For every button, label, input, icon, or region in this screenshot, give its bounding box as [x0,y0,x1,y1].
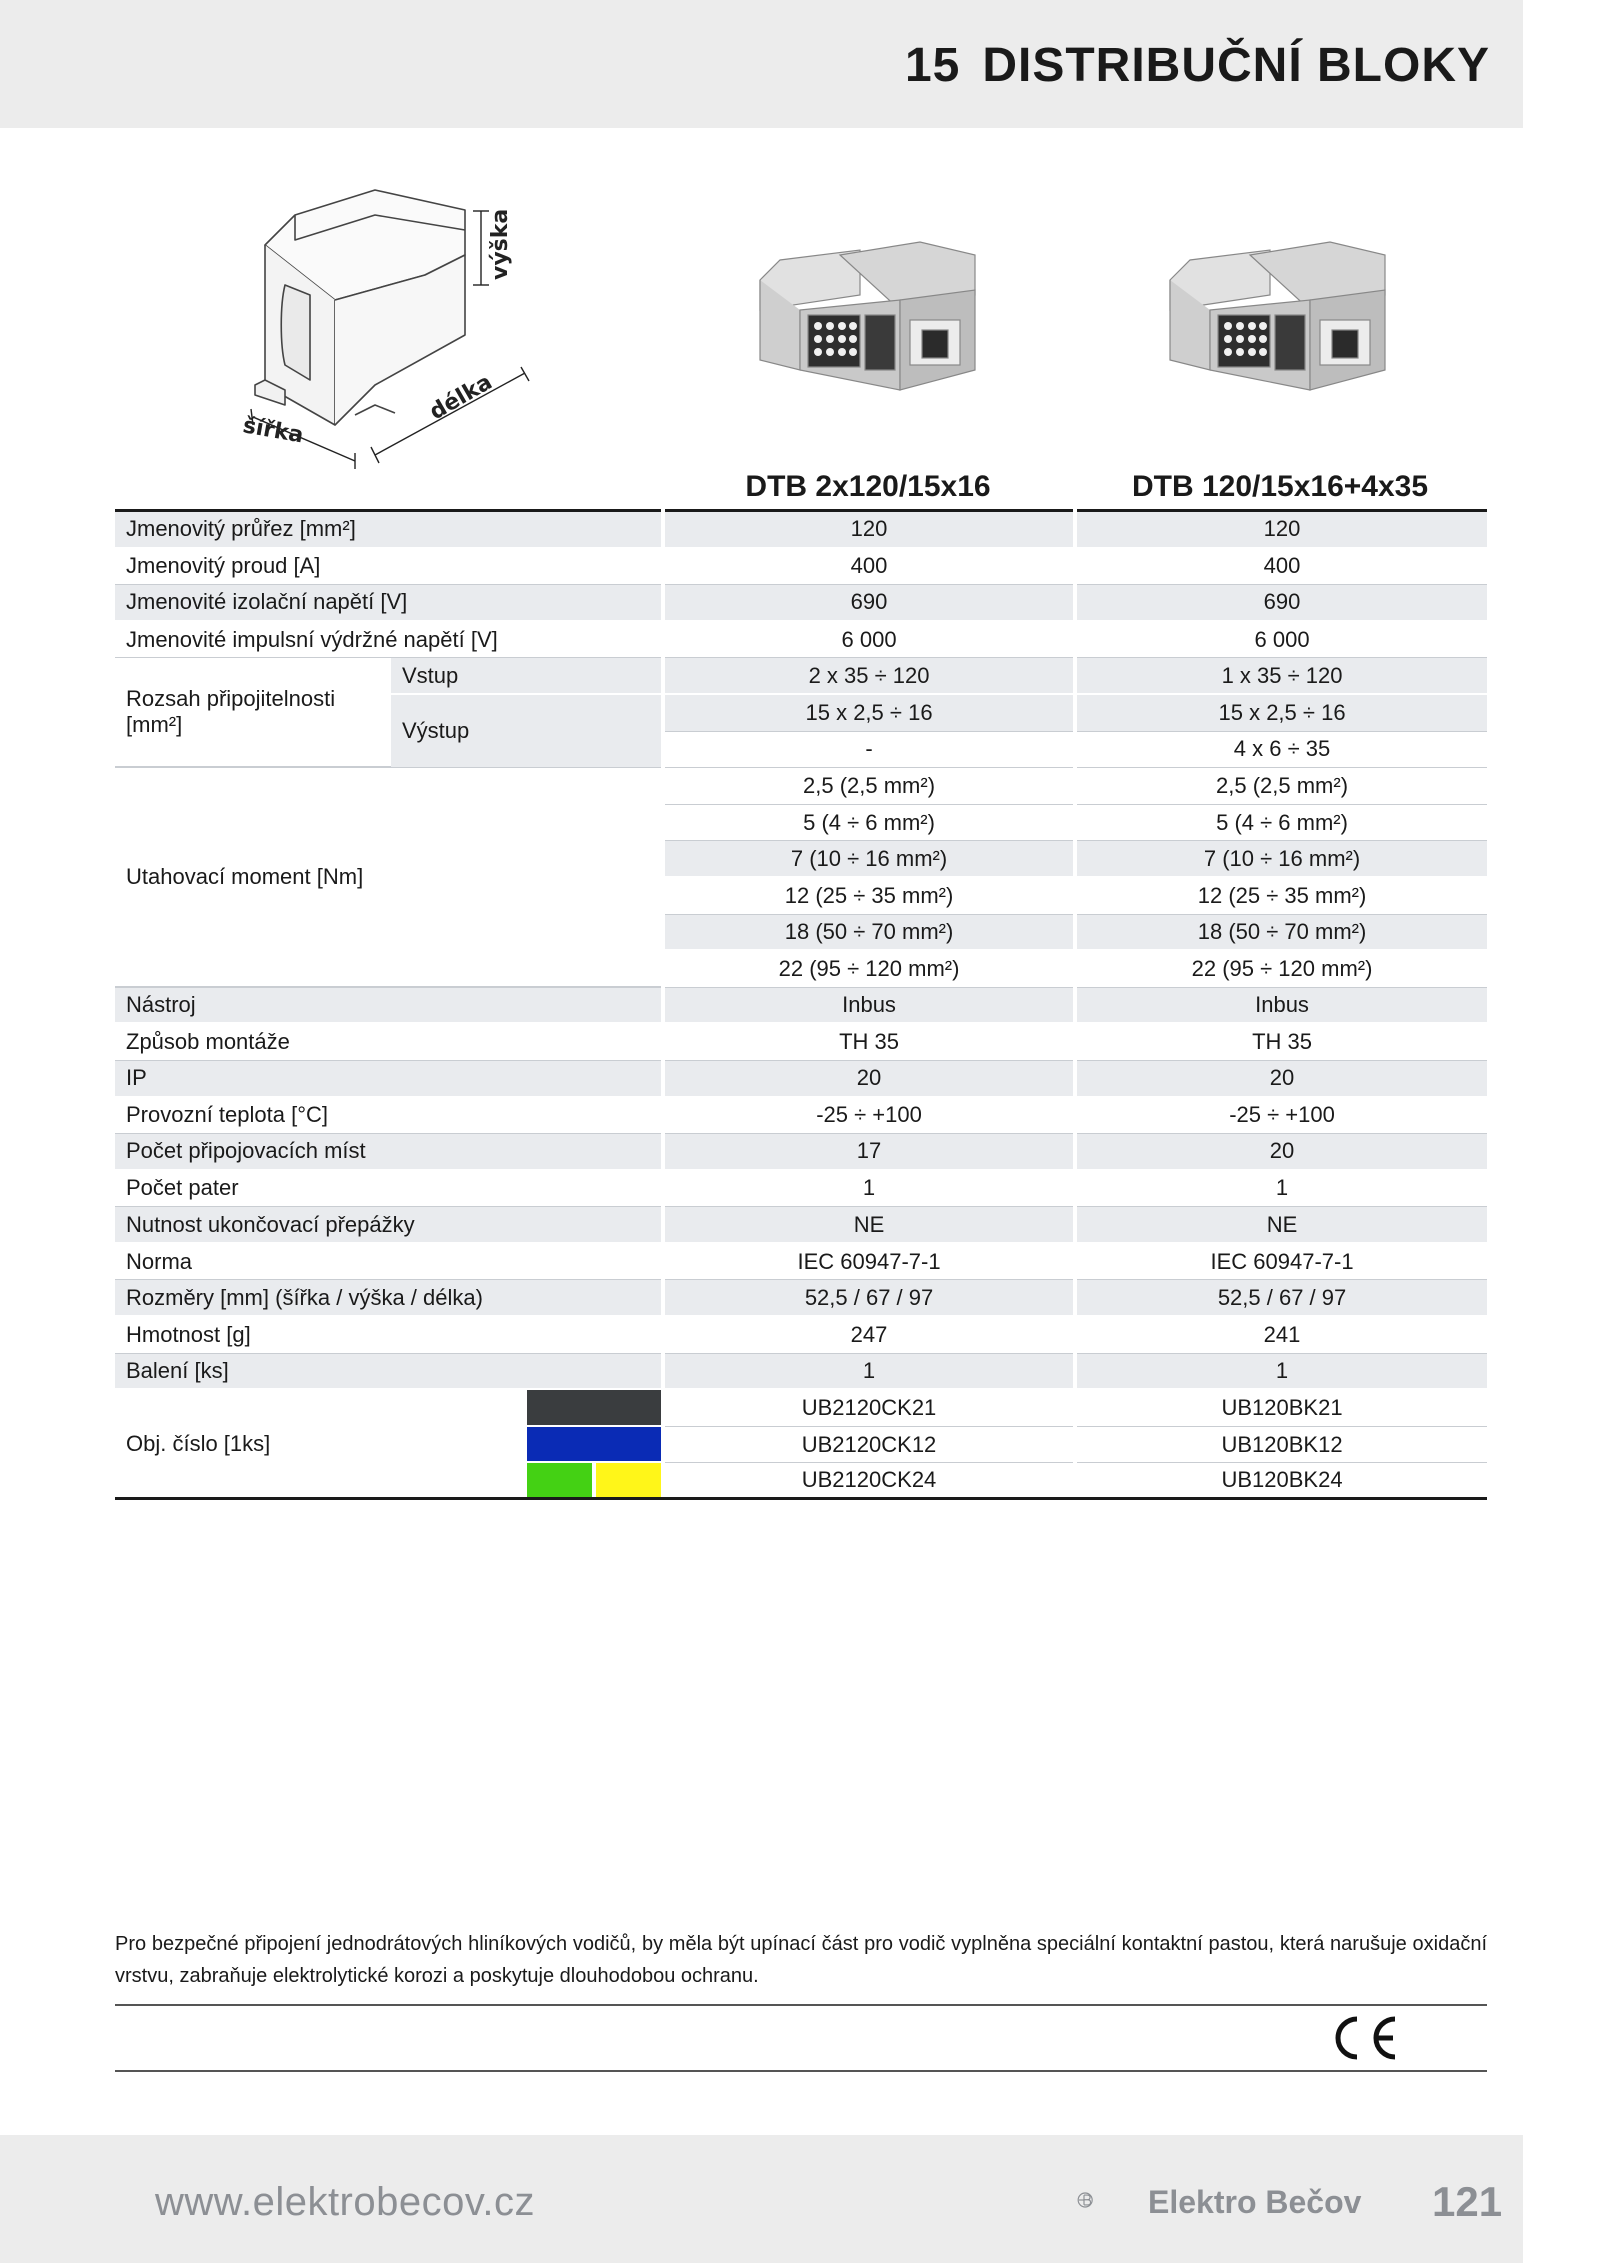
color-chip [527,1390,661,1425]
cell-value-1: Inbus [665,988,1073,1025]
color-swatch-blue [527,1427,661,1464]
brand-logo-icon [1077,2165,1147,2235]
sub-label-output: Výstup [391,695,661,768]
spec-table [115,512,1487,1500]
row-label: Hmotnost [g] [115,1317,661,1354]
cell-value-1: 6 000 [665,622,1073,659]
row-label: Jmenovitý průřez [mm²] [115,512,661,549]
cell-value-1: 15 x 2,5 ÷ 16 [665,695,1073,732]
row-label: Jmenovité izolační napětí [V] [115,585,661,622]
cell-value-1: 1 [665,1171,1073,1208]
cell-value-2: -25 ÷ +100 [1077,1098,1487,1135]
cell-value-2: UB120BK12 [1077,1427,1487,1464]
row-label: Obj. číslo [1ks] [115,1390,527,1500]
chapter-number: 15 [904,39,961,92]
cell-value-2: 4 x 6 ÷ 35 [1077,732,1487,769]
table-row [115,1244,1487,1281]
cell-value-2: 5 (4 ÷ 6 mm²) [1077,805,1487,842]
divider [115,2004,1487,2006]
cell-value-1: UB2120CK12 [665,1427,1073,1464]
cell-value-2: 52,5 / 67 / 97 [1077,1280,1487,1317]
cell-value-2: 400 [1077,549,1487,586]
cell-value-1: 17 [665,1134,1073,1171]
cell-value-1: IEC 60947-7-1 [665,1244,1073,1281]
length-label: délka [425,369,497,426]
cell-value-1: UB2120CK21 [665,1390,1073,1427]
cell-value-2: TH 35 [1077,1024,1487,1061]
row-label: Norma [115,1244,661,1281]
table-row [115,622,1487,659]
row-label: IP [115,1061,661,1098]
table-row [115,658,1487,695]
row-label: Počet pater [115,1171,661,1208]
cell-value-1: 7 (10 ÷ 16 mm²) [665,841,1073,878]
cell-value-2: UB120BK24 [1077,1463,1487,1500]
cell-value-1: TH 35 [665,1024,1073,1061]
table-row [115,1354,1487,1391]
cell-value-2: 15 x 2,5 ÷ 16 [1077,695,1487,732]
cell-value-1: 18 (50 ÷ 70 mm²) [665,915,1073,952]
cell-value-1: 20 [665,1061,1073,1098]
chapter-title: DISTRIBUČNÍ BLOKY [982,39,1490,92]
row-label: Nástroj [115,988,661,1025]
cell-value-1: 247 [665,1317,1073,1354]
table-row [115,512,1487,549]
height-label: výška [488,208,513,280]
cell-value-1: 400 [665,549,1073,586]
cell-value-2: 20 [1077,1134,1487,1171]
row-label: Balení [ks] [115,1354,661,1391]
table-row [115,1098,1487,1135]
cell-value-2: 690 [1077,585,1487,622]
cell-value-2: 6 000 [1077,622,1487,659]
table-row [115,549,1487,586]
cell-value-1: 690 [665,585,1073,622]
color-swatch-black [527,1390,661,1427]
table-row [115,585,1487,622]
table-row [115,1024,1487,1061]
product-name-2: DTB 120/15x16+4x35 [1131,470,1429,503]
cell-value-1: 120 [665,512,1073,549]
cell-value-1: 2,5 (2,5 mm²) [665,768,1073,805]
row-label: Způsob montáže [115,1024,661,1061]
cell-value-1: - [665,732,1073,769]
row-label: Utahovací moment [Nm] [115,768,661,988]
cell-value-2: 22 (95 ÷ 120 mm²) [1077,951,1487,988]
table-row [115,988,1487,1025]
cell-value-2: NE [1077,1207,1487,1244]
table-row [115,1134,1487,1171]
cell-value-2: 12 (25 ÷ 35 mm²) [1077,878,1487,915]
color-chip [596,1463,661,1497]
table-row [115,1390,1487,1427]
divider [115,2070,1487,2072]
cell-value-1: 5 (4 ÷ 6 mm²) [665,805,1073,842]
color-chip [527,1427,661,1462]
cell-value-1: NE [665,1207,1073,1244]
cell-value-2: Inbus [1077,988,1487,1025]
page-title [905,38,1490,93]
cell-value-2: 241 [1077,1317,1487,1354]
product-name-1: DTB 2x120/15x16 [745,470,991,503]
table-row [115,1171,1487,1208]
cell-value-2: 1 x 35 ÷ 120 [1077,658,1487,695]
product-photo-1 [740,220,990,400]
dimension-diagram [225,185,555,475]
cell-value-1: 1 [665,1354,1073,1391]
cell-value-1: 52,5 / 67 / 97 [665,1280,1073,1317]
row-label: Rozměry [mm] (šířka / výška / délka) [115,1280,661,1317]
sub-label-input: Vstup [391,658,661,695]
cell-value-2: IEC 60947-7-1 [1077,1244,1487,1281]
cell-value-2: 7 (10 ÷ 16 mm²) [1077,841,1487,878]
cell-value-2: 2,5 (2,5 mm²) [1077,768,1487,805]
cell-value-2: 18 (50 ÷ 70 mm²) [1077,915,1487,952]
table-row [115,1061,1487,1098]
row-label: Provozní teplota [°C] [115,1098,661,1135]
table-row [115,1317,1487,1354]
table-row [115,768,1487,805]
cell-value-2: 1 [1077,1171,1487,1208]
cell-value-1: 22 (95 ÷ 120 mm²) [665,951,1073,988]
cell-value-1: 2 x 35 ÷ 120 [665,658,1073,695]
ce-mark-icon [1325,2013,1401,2063]
product-photo-2 [1150,220,1400,400]
cell-value-1: 12 (25 ÷ 35 mm²) [665,878,1073,915]
cell-value-2: 20 [1077,1061,1487,1098]
table-row [115,1207,1487,1244]
table-row [115,1280,1487,1317]
cell-value-1: UB2120CK24 [665,1463,1073,1500]
row-label: Rozsah připojitelnosti [mm²] [115,658,391,768]
cell-value-2: 1 [1077,1354,1487,1391]
row-label: Jmenovitý proud [A] [115,549,661,586]
color-swatch-green-yellow [527,1463,661,1500]
website-link[interactable]: www.elektrobecov.cz [155,2180,536,2224]
cell-value-2: 120 [1077,512,1487,549]
brand-name: Elektro Bečov [1148,2184,1362,2220]
page-number: 121 [1432,2178,1503,2225]
width-label: šířka [240,413,306,449]
row-label: Nutnost ukončovací přepážky [115,1207,661,1244]
cell-value-2: UB120BK21 [1077,1390,1487,1427]
color-chip [527,1463,592,1497]
technical-note: Pro bezpečné připojení jednodrátových hliníkových vodičů, by měla být upínací část pro vodič vyplněna speciální kontaktní pastou, která narušuje oxidační vrstvu, zabraňuje elektrolytické korozi a poskytuje dlouhodobou ochranu. [115,1933,1487,1987]
row-label: Jmenovité impulsní výdržné napětí [V] [115,622,661,659]
row-label: Počet připojovacích míst [115,1134,661,1171]
cell-value-1: -25 ÷ +100 [665,1098,1073,1135]
